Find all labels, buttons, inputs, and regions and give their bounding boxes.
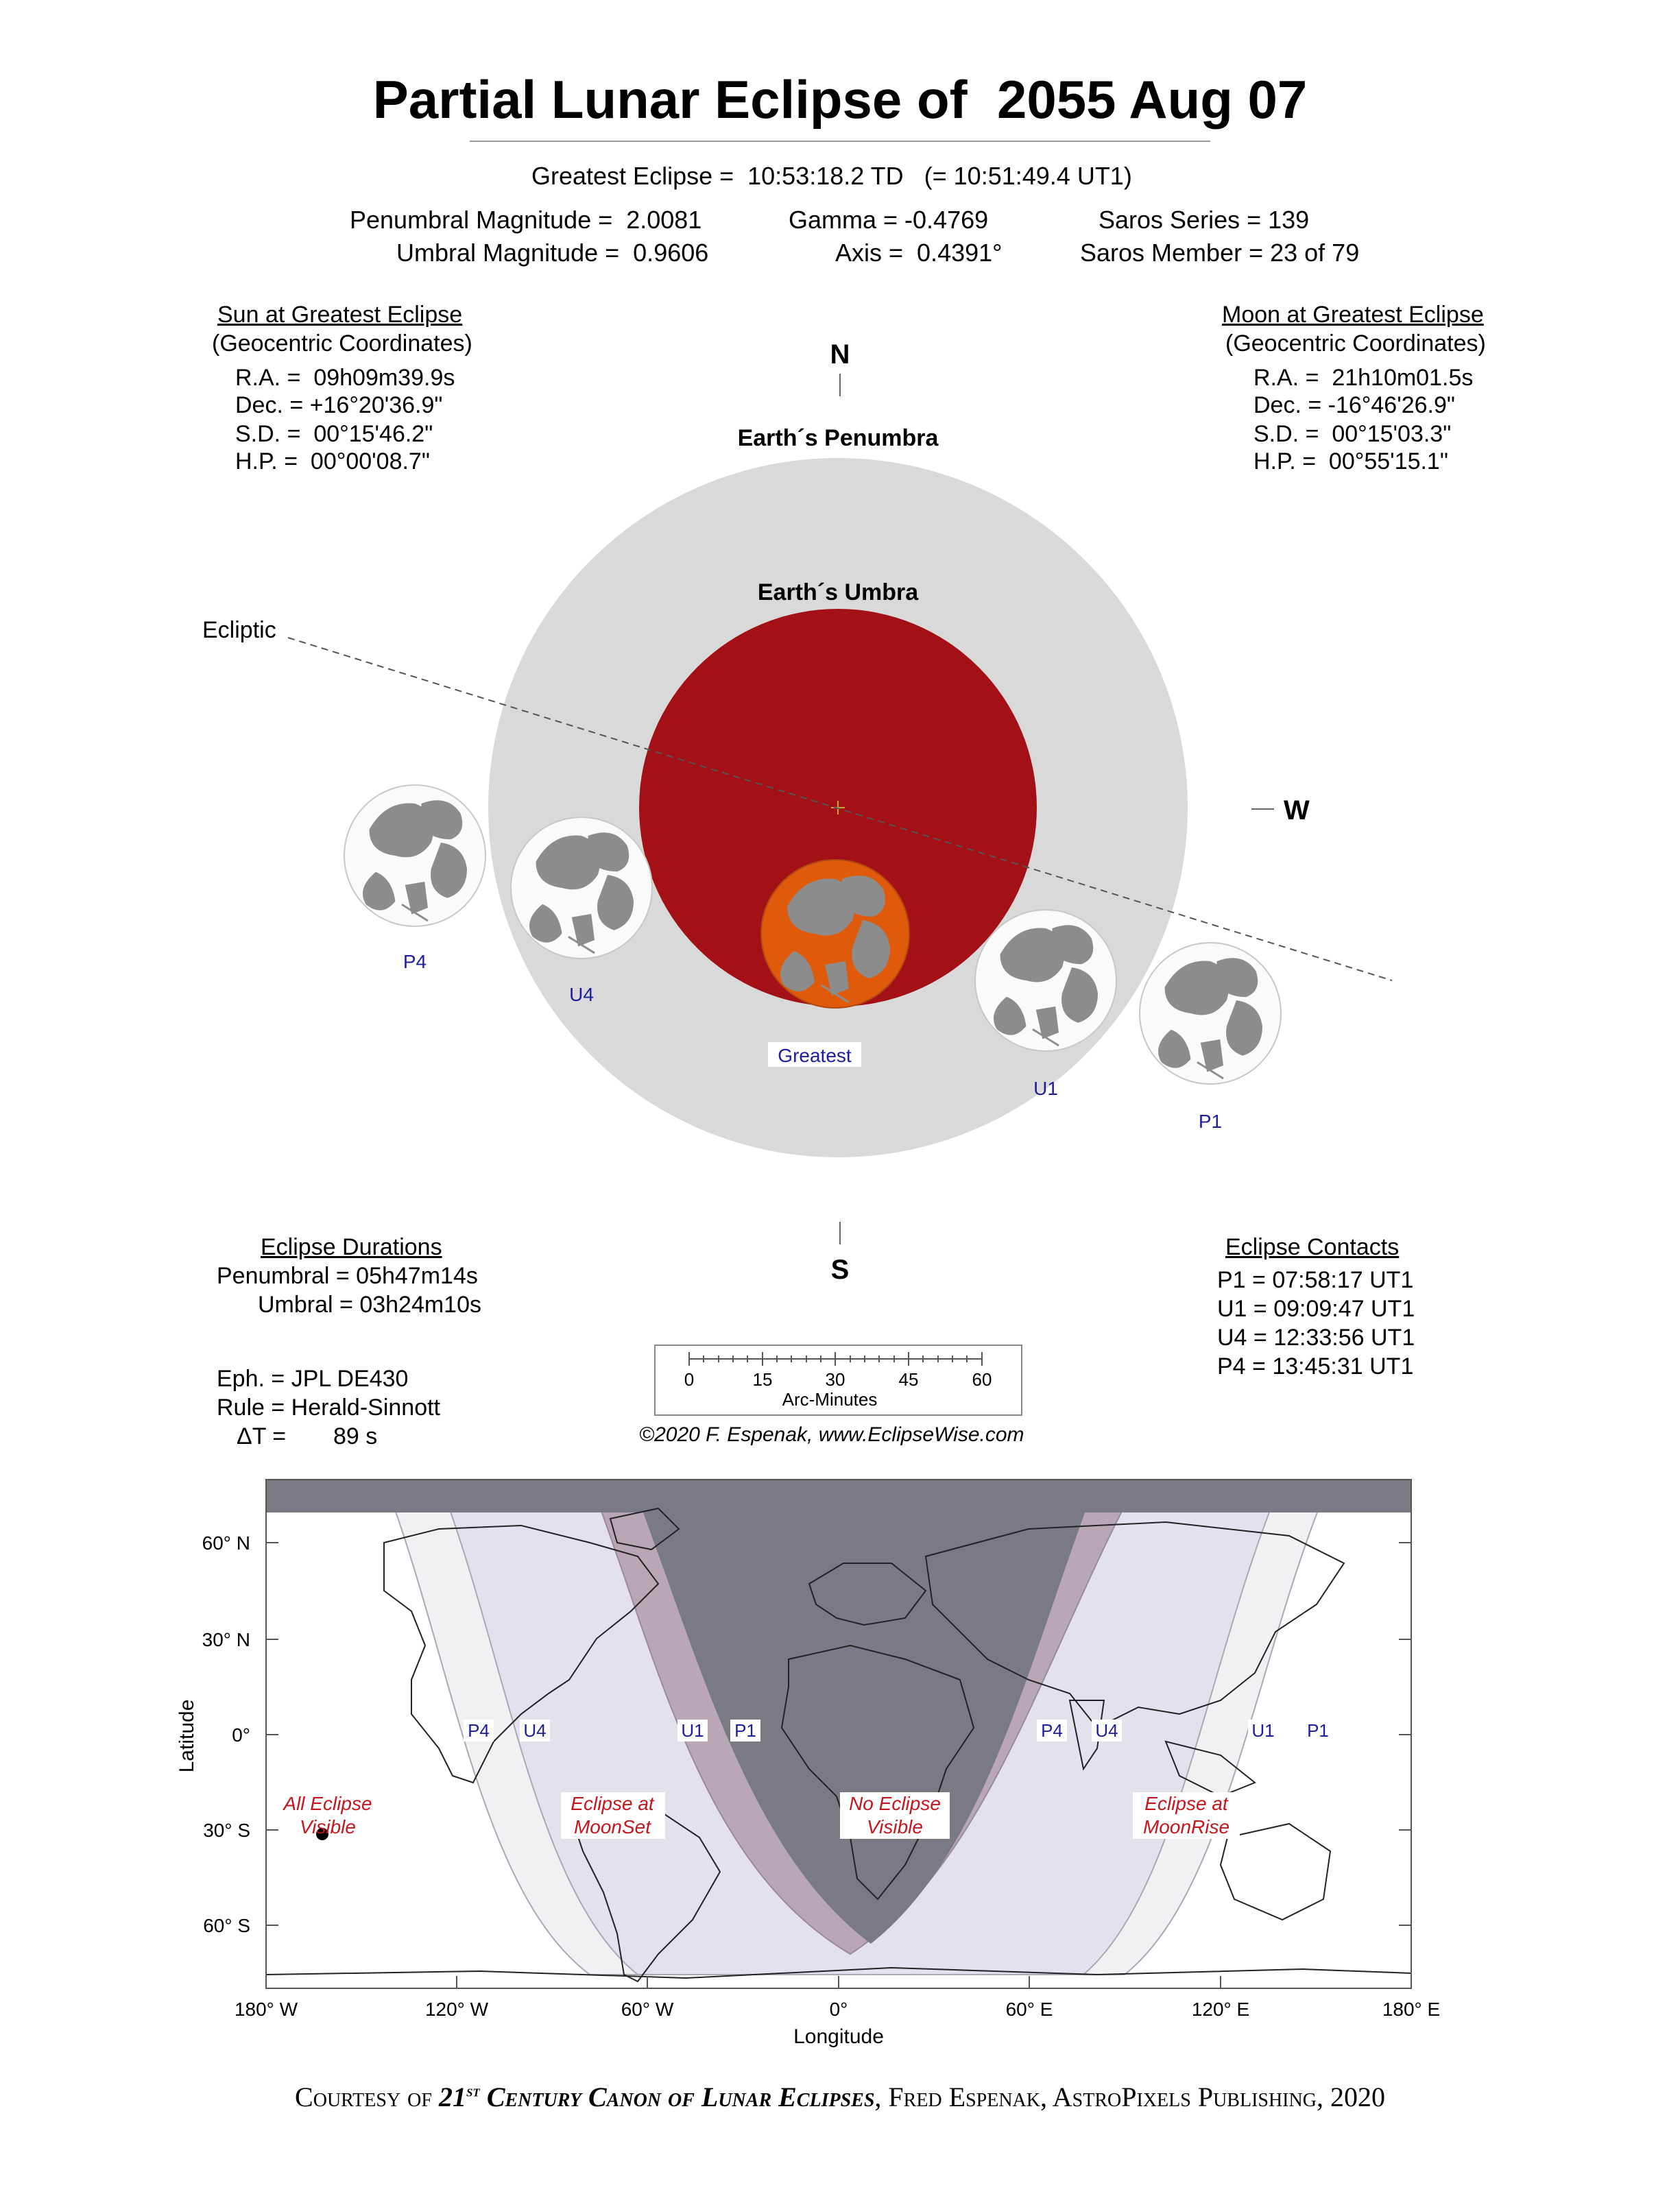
greatest-eclipse-time: Greatest Eclipse = 10:53:18.2 TD (= 10:51:49.4 UT1) bbox=[531, 162, 1132, 190]
lat-60n: 60° N bbox=[202, 1532, 250, 1554]
umbra-label: Earth´s Umbra bbox=[757, 579, 919, 605]
map-label-p4-west: P4 bbox=[468, 1720, 490, 1741]
duration-umbral: Umbral = 03h24m10s bbox=[258, 1292, 482, 1318]
zone-moonset-1: Eclipse at bbox=[571, 1793, 654, 1814]
moon-p1 bbox=[1140, 943, 1281, 1084]
lon-180e: 180° E bbox=[1382, 1999, 1441, 2020]
scale-label: Arc-Minutes bbox=[782, 1389, 878, 1410]
map-label-p1-west: P1 bbox=[734, 1720, 756, 1741]
moon-p4 bbox=[344, 785, 485, 926]
saros-member: Saros Member = 23 of 79 bbox=[1080, 239, 1360, 267]
scale-tick-60: 60 bbox=[972, 1369, 992, 1390]
zone-moonrise-1: Eclipse at bbox=[1144, 1793, 1228, 1814]
zone-all-visible-1: All Eclipse bbox=[283, 1793, 372, 1814]
sun-dec: Dec. = +16°20'36.9" bbox=[235, 392, 443, 418]
contacts-heading: Eclipse Contacts bbox=[1225, 1234, 1400, 1260]
moon-sd: S.D. = 00°15'03.3" bbox=[1253, 421, 1452, 447]
label-p1: P1 bbox=[1198, 1111, 1223, 1132]
moon-hp: H.P. = 00°55'15.1" bbox=[1253, 448, 1448, 474]
courtesy-book: Century Canon of Lunar Eclipses bbox=[479, 2082, 875, 2112]
courtesy-superscript: st bbox=[466, 2082, 480, 2101]
ephemeris: Eph. = JPL DE430 bbox=[217, 1366, 409, 1392]
label-u4: U4 bbox=[569, 984, 594, 1005]
copyright: ©2020 F. Espenak, www.EclipseWise.com bbox=[639, 1423, 1024, 1446]
ephemeris-rule: Rule = Herald-Sinnott bbox=[217, 1395, 441, 1421]
south-label: S bbox=[830, 1255, 850, 1285]
lon-120w: 120° W bbox=[424, 1999, 489, 2020]
visibility-map bbox=[0, 1454, 1680, 2057]
scale-tick-15: 15 bbox=[752, 1369, 773, 1390]
courtesy-line bbox=[0, 2081, 1680, 2113]
durations-heading: Eclipse Durations bbox=[261, 1234, 442, 1260]
moon-u4 bbox=[511, 817, 652, 959]
north-label: N bbox=[830, 339, 850, 370]
delta-t-label: ΔT = bbox=[237, 1423, 287, 1449]
label-u1: U1 bbox=[1033, 1078, 1058, 1099]
sun-hp: H.P. = 00°00'08.7" bbox=[235, 448, 430, 474]
zone-all-visible-2: Visible bbox=[300, 1816, 356, 1837]
lon-120e: 120° E bbox=[1191, 1999, 1250, 2020]
courtesy-suffix: , Fred Espenak, AstroPixels Publishing, 2020 bbox=[874, 2082, 1385, 2112]
sun-ra: R.A. = 09h09m39.9s bbox=[235, 365, 455, 391]
map-label-u1-west: U1 bbox=[681, 1720, 704, 1741]
contact-u4: U4 = 12:33:56 UT1 bbox=[1217, 1325, 1415, 1351]
lat-30s: 30° S bbox=[203, 1820, 250, 1841]
lon-180w: 180° W bbox=[234, 1999, 298, 2020]
duration-penumbral: Penumbral = 05h47m14s bbox=[217, 1263, 478, 1289]
axis-value: Axis = 0.4391° bbox=[835, 239, 1003, 267]
west-label: W bbox=[1284, 795, 1310, 825]
scale-tick-30: 30 bbox=[825, 1369, 845, 1390]
map-label-u4-east: U4 bbox=[1095, 1720, 1118, 1741]
map-label-u4-west: U4 bbox=[523, 1720, 547, 1741]
map-label-p1-east: P1 bbox=[1307, 1720, 1329, 1741]
moon-dec: Dec. = -16°46'26.9" bbox=[1253, 392, 1455, 418]
map-ylabel: Latitude bbox=[176, 1699, 198, 1773]
courtesy-number: 21 bbox=[438, 2082, 466, 2112]
page-title: Partial Lunar Eclipse of 2055 Aug 07 bbox=[372, 69, 1308, 130]
zone-moonrise-2: MoonRise bbox=[1142, 1816, 1230, 1837]
zone-no-eclipse-2: Visible bbox=[867, 1816, 923, 1837]
moon-heading: Moon at Greatest Eclipse bbox=[1222, 302, 1484, 328]
saros-series: Saros Series = 139 bbox=[1099, 206, 1310, 234]
penumbra-label: Earth´s Penumbra bbox=[737, 425, 939, 451]
lat-30n: 30° N bbox=[202, 1629, 250, 1650]
penumbral-magnitude: Penumbral Magnitude = 2.0081 bbox=[350, 206, 702, 234]
zone-polar-dark bbox=[266, 1480, 1411, 1512]
sun-heading: Sun at Greatest Eclipse bbox=[217, 302, 463, 328]
contact-p4: P4 = 13:45:31 UT1 bbox=[1217, 1353, 1414, 1379]
moon-u1 bbox=[975, 910, 1116, 1051]
umbral-magnitude: Umbral Magnitude = 0.9606 bbox=[396, 239, 709, 267]
lat-0: 0° bbox=[232, 1724, 250, 1746]
lat-60s: 60° S bbox=[203, 1915, 250, 1936]
zone-moonset-2: MoonSet bbox=[573, 1816, 651, 1837]
contact-u1: U1 = 09:09:47 UT1 bbox=[1217, 1296, 1415, 1322]
label-p4: P4 bbox=[403, 951, 427, 972]
sun-subheading: (Geocentric Coordinates) bbox=[212, 330, 472, 357]
courtesy-prefix: Courtesy of bbox=[295, 2082, 439, 2112]
gamma-value: Gamma = -0.4769 bbox=[789, 206, 989, 234]
delta-t-value: 89 s bbox=[333, 1423, 378, 1449]
ecliptic-label: Ecliptic bbox=[202, 617, 276, 643]
sun-sd: S.D. = 00°15'46.2" bbox=[235, 421, 433, 447]
contact-p1: P1 = 07:58:17 UT1 bbox=[1217, 1267, 1414, 1293]
lon-60e: 60° E bbox=[1005, 1999, 1053, 2020]
label-greatest: Greatest bbox=[778, 1045, 852, 1066]
map-label-u1-east: U1 bbox=[1251, 1720, 1275, 1741]
map-label-p4-east: P4 bbox=[1041, 1720, 1063, 1741]
zone-no-eclipse-1: No Eclipse bbox=[849, 1793, 941, 1814]
map-xlabel: Longitude bbox=[793, 2025, 884, 2048]
moon-greatest bbox=[761, 860, 909, 1008]
scale-tick-45: 45 bbox=[898, 1369, 919, 1390]
scale-tick-0: 0 bbox=[684, 1369, 695, 1390]
lon-0: 0° bbox=[829, 1999, 848, 2020]
lon-60w: 60° W bbox=[621, 1999, 674, 2020]
moon-subheading: (Geocentric Coordinates) bbox=[1225, 330, 1486, 357]
moon-ra: R.A. = 21h10m01.5s bbox=[1253, 365, 1474, 391]
